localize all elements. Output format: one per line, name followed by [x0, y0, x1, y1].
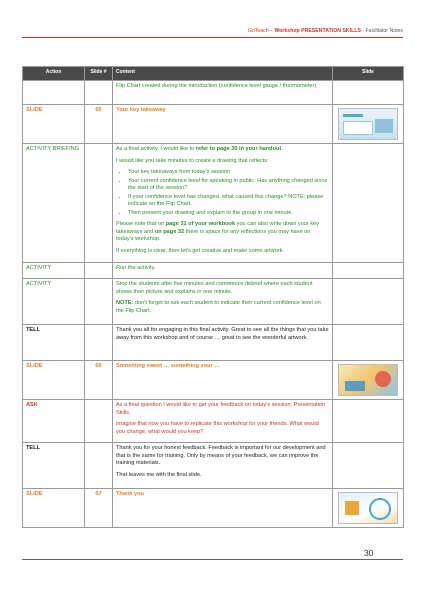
column-header-slide: Slide: [333, 67, 404, 81]
document-header: [248, 28, 403, 34]
slide-cell: [333, 325, 404, 361]
table-row: [23, 489, 404, 528]
slide-cell: [333, 144, 404, 263]
header-workshop: Workshop PRESENTATION SKILLS: [274, 28, 361, 34]
slide-cell: [333, 489, 404, 528]
bullet-list: [116, 169, 329, 217]
content-cell: [113, 489, 333, 528]
action-cell: [23, 81, 85, 105]
content-text: Thank you all for engaging in this final activity. Great to see all the things that you take away from this workshop and of course … great to see the wonderful artwork.: [116, 327, 329, 341]
content-text: Flip Chart created during the introduction (confidence level gauge / thermometer).: [116, 83, 318, 89]
action-cell: ACTIVITY: [23, 279, 85, 325]
slide-number-cell: 67: [85, 489, 113, 528]
slide-number-cell: 66: [85, 361, 113, 400]
slide-thumbnail-66: [338, 364, 398, 396]
table-row: [23, 400, 404, 443]
content-cell: [113, 400, 333, 443]
table-row: [23, 81, 404, 105]
header-suffix: - Facilitator Notes: [360, 28, 403, 34]
action-cell: TELL: [23, 325, 85, 361]
content-text: I would like you take minutes to create a drawing that reflects:: [116, 157, 269, 164]
content-text: Stop the students after five minutes and commence debrief where each student shows their picture and explains in one minute.: [116, 281, 313, 295]
table-row: [23, 361, 404, 400]
content-text: Imagine that now you have to replicate this workshop for your friends. What would you change, what would you keep?: [116, 421, 319, 435]
list-item: • Then present your drawing and explain to the group in one minute.: [128, 210, 329, 218]
slide-number-cell: [85, 81, 113, 105]
slide-cell: [333, 81, 404, 105]
action-cell: ACTIVITY: [23, 262, 85, 279]
content-text: Please note that on page 31 of your workbook you can also write down your key takeaways and on page 32 there is space for any reflections you may have on today's workshop.: [116, 221, 320, 243]
table-header-row: [23, 67, 404, 81]
table-row: [23, 325, 404, 361]
header-separator: –: [268, 28, 275, 34]
slide-number-cell: [85, 144, 113, 263]
column-header-action: Action: [23, 67, 85, 81]
action-cell: ASK: [23, 400, 85, 443]
table-row: [23, 144, 404, 263]
slide-number-cell: 65: [85, 105, 113, 144]
action-cell: ACTIVITY BRIEFING: [23, 144, 85, 263]
facilitator-notes-table: [22, 66, 404, 528]
slide-cell: [333, 400, 404, 443]
list-item: • If your confidence level has changed, what caused this change? NOTE: please indicate on the Flip Chart.: [128, 194, 329, 209]
slide-cell: [333, 105, 404, 144]
page-number: 30: [364, 548, 374, 558]
action-cell: SLIDE: [23, 105, 85, 144]
column-header-slide-number: Slide #: [85, 67, 113, 81]
slide-number-cell: [85, 262, 113, 279]
slide-cell: [333, 262, 404, 279]
content-text: NOTE: don't forget to ask each student to indicate their current confidence level on the Flip Chart.: [116, 300, 321, 314]
content-cell: [113, 105, 333, 144]
content-text: Thank you: [116, 491, 144, 498]
slide-cell: [333, 443, 404, 489]
list-item: • Your current confidence level for speaking in public. Has anything changed since the start of the session?: [128, 178, 329, 193]
table-row: [23, 279, 404, 325]
action-cell: TELL: [23, 443, 85, 489]
content-cell: [113, 144, 333, 263]
content-text: That leaves me with the final slide.: [116, 471, 202, 478]
table-row: [23, 105, 404, 144]
content-cell: [113, 443, 333, 489]
slide-number-cell: [85, 279, 113, 325]
slide-number-cell: [85, 443, 113, 489]
action-cell: SLIDE: [23, 489, 85, 528]
content-cell: [113, 325, 333, 361]
slide-number-cell: [85, 325, 113, 361]
column-header-content: Content: [113, 67, 333, 81]
content-text: As a final question I would like to get your feedback on today's session, Presentation Skills.: [116, 402, 326, 416]
content-cell: [113, 262, 333, 279]
table-row: [23, 443, 404, 489]
footer-rule: [22, 559, 403, 560]
list-item: • Your key takeaways from today's session: [128, 169, 329, 177]
slide-thumbnail-65: [338, 108, 398, 140]
header-rule: [22, 37, 403, 38]
content-cell: [113, 361, 333, 400]
content-text: Thank you for your honest feedback. Feedback is important for our development and that is the same for training. Only by means of your feedback, we can improve the training materials.: [116, 445, 326, 467]
slide-number-cell: [85, 400, 113, 443]
slide-thumbnail-67: [338, 492, 398, 524]
content-text: If everything is clear, then let's get creative and make some artwork.: [116, 248, 285, 255]
content-cell: [113, 81, 333, 105]
action-cell: SLIDE: [23, 361, 85, 400]
content-text: Something sweet … something sour …: [116, 363, 220, 370]
header-brand: GoTeach: [247, 28, 269, 34]
content-text: As a final activity, I would like to refer to page 30 in your handout.: [116, 146, 283, 152]
table-row: [23, 262, 404, 279]
content-text: Run the activity.: [116, 264, 156, 271]
slide-cell: [333, 279, 404, 325]
slide-cell: [333, 361, 404, 400]
content-cell: [113, 279, 333, 325]
content-text: Your key takeaway: [116, 107, 166, 113]
